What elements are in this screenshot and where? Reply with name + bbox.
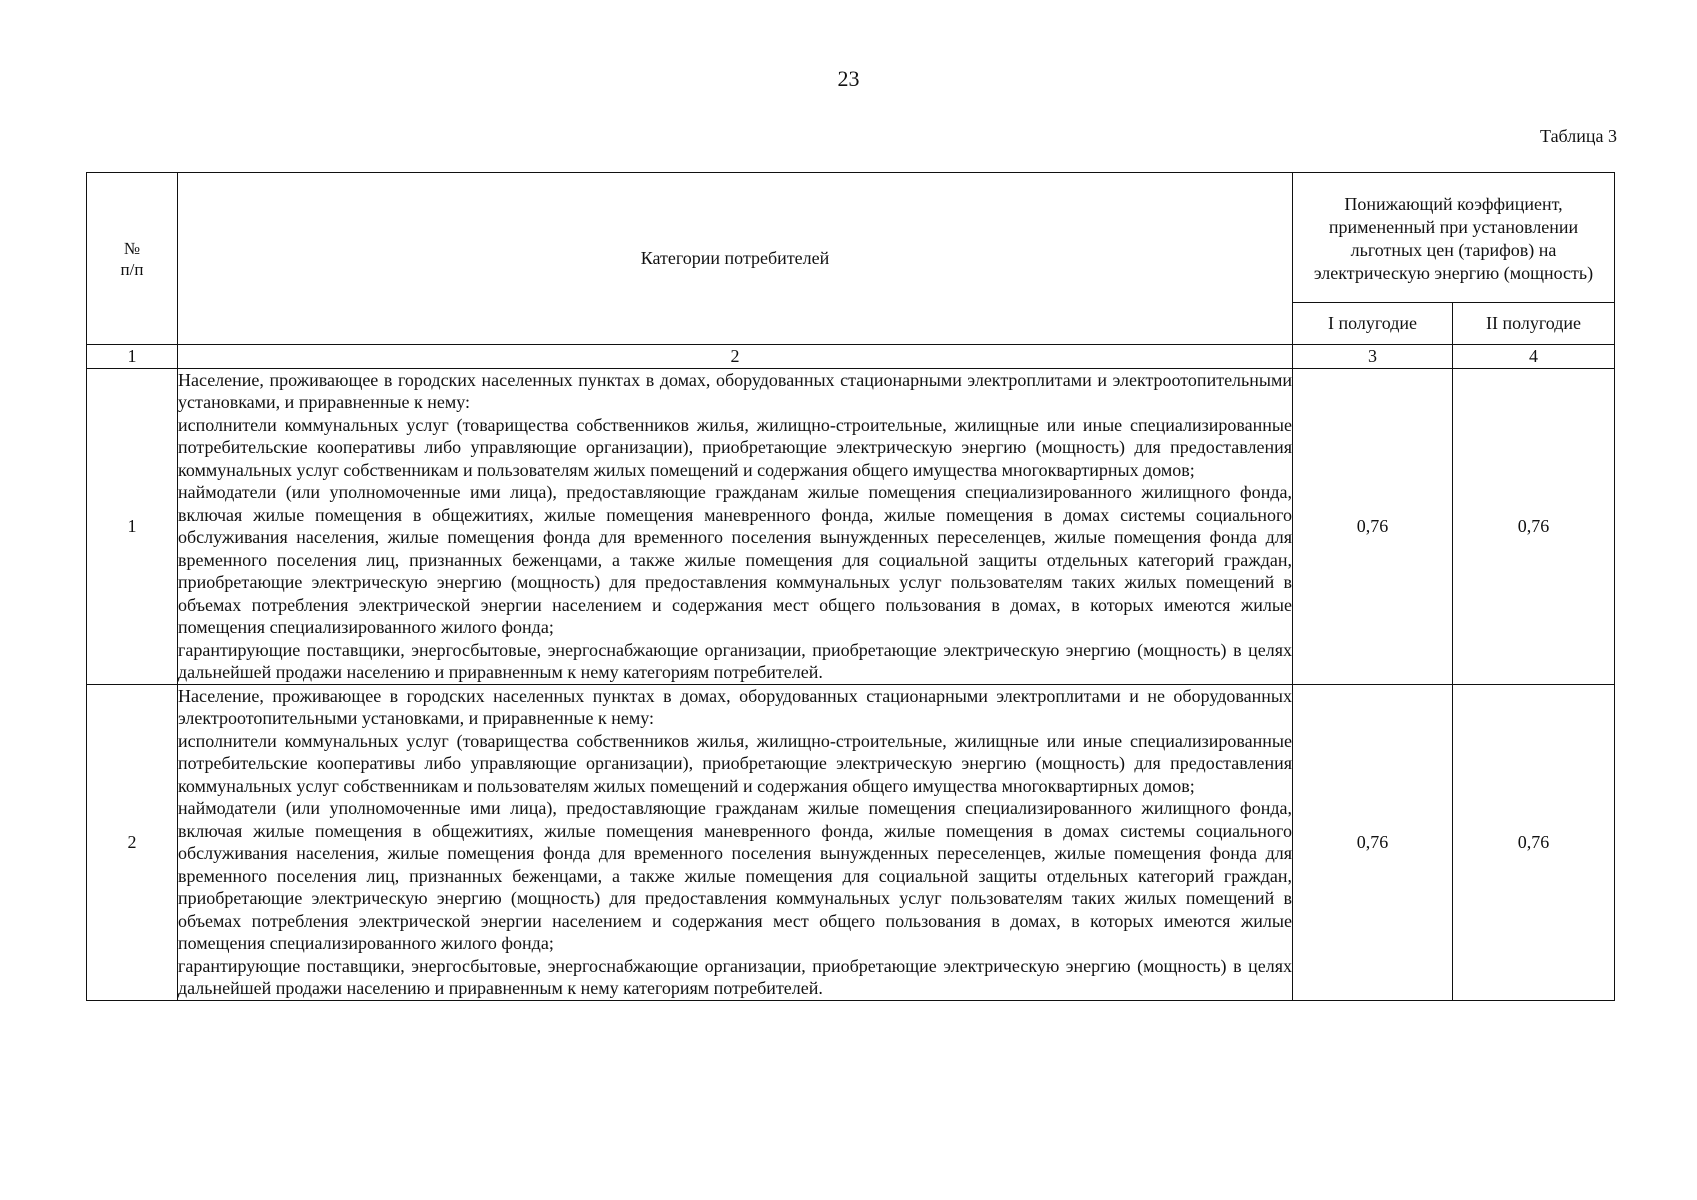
column-number-4: 4: [1453, 345, 1615, 369]
table-label: Таблица 3: [1540, 126, 1617, 146]
category-paragraph: исполнители коммунальных услуг (товарищества собственников жилья, жилищно-строительные, жилищные или иные специализированные потребительские кооперативы либо управляющие организации), приобретающие электрическую энергию (мощность) для предоставления коммунальных услуг собственникам и пользователям жилых помещений и содержания общего имущества многоквартирных домов;: [178, 730, 1292, 796]
header-category: Категории потребителей: [178, 173, 1293, 345]
header-coefficient: Понижающий коэффициент, примененный при установлении льготных цен (тарифов) на электрическую энергию (мощность): [1293, 173, 1615, 303]
column-number-3: 3: [1293, 345, 1453, 369]
category-paragraph: наймодатели (или уполномоченные ими лица), предоставляющие гражданам жилые помещения специализированного жилищного фонда, включая жилые помещения в общежитиях, жилые помещения маневренного фонда, жилые помещения в домах системы социального обслуживания населения, жилые помещения фонда для временного поселения вынужденных переселенцев, жилые помещения фонда для временного поселения лиц, признанных беженцами, а также жилые помещения для социальной защиты отдельных категорий граждан, приобретающие электрическую энергию (мощность) для предоставления коммунальных услуг пользователям таких жилых помещений в объемах потребления электрической энергии населением и содержания мест общего пользования в домах, в которых имеются жилые помещения специализированного жилого фонда;: [178, 798, 1292, 953]
column-number-1: 1: [87, 345, 178, 369]
coefficient-second-half: 0,76: [1453, 684, 1615, 1000]
category-paragraph: Население, проживающее в городских населенных пунктах в домах, оборудованных стационарными электроплитами и электроотопительными установками, и приравненные к нему:: [178, 369, 1292, 412]
header-first-half: I полугодие: [1293, 303, 1453, 345]
category-paragraph: наймодатели (или уполномоченные ими лица), предоставляющие гражданам жилые помещения специализированного жилищного фонда, включая жилые помещения в общежитиях, жилые помещения маневренного фонда, жилые помещения в домах системы социального обслуживания населения, жилые помещения фонда для временного поселения вынужденных переселенцев, жилые помещения фонда для временного поселения лиц, признанных беженцами, а также жилые помещения для социальной защиты отдельных категорий граждан, приобретающие электрическую энергию (мощность) для предоставления коммунальных услуг пользователям таких жилых помещений в объемах потребления электрической энергии населением и содержания мест общего пользования в домах, в которых имеются жилые помещения специализированного жилого фонда;: [178, 482, 1292, 637]
category-paragraph: исполнители коммунальных услуг (товарищества собственников жилья, жилищно-строительные, жилищные или иные специализированные потребительские кооперативы либо управляющие организации), приобретающие электрическую энергию (мощность) для предоставления коммунальных услуг собственникам и пользователям жилых помещений и содержания общего имущества многоквартирных домов;: [178, 414, 1292, 480]
coefficient-first-half: 0,76: [1293, 368, 1453, 684]
row-number: 2: [87, 684, 178, 1000]
header-number: № п/п: [87, 173, 178, 345]
category-paragraph: гарантирующие поставщики, энергосбытовые, энергоснабжающие организации, приобретающие электрическую энергию (мощность) в целях дальнейшей продажи населению и приравненным к нему категориям потребителей.: [178, 639, 1292, 682]
page-number: 23: [837, 66, 860, 91]
category-paragraph: Население, проживающее в городских населенных пунктах в домах, оборудованных стационарными электроплитами и не оборудованных электроотопительными установками, и приравненные к нему:: [178, 685, 1292, 728]
row-number: 1: [87, 368, 178, 684]
category-description: [178, 368, 1293, 684]
table-row: [87, 368, 1615, 684]
table-row: [87, 684, 1615, 1000]
category-paragraph: гарантирующие поставщики, энергосбытовые, энергоснабжающие организации, приобретающие электрическую энергию (мощность) в целях дальнейшей продажи населению и приравненным к нему категориям потребителей.: [178, 955, 1292, 998]
category-description: [178, 684, 1293, 1000]
coefficient-second-half: 0,76: [1453, 368, 1615, 684]
header-second-half: II полугодие: [1453, 303, 1615, 345]
coefficient-first-half: 0,76: [1293, 684, 1453, 1000]
tariff-coefficient-table: [86, 172, 1615, 1001]
column-number-2: 2: [178, 345, 1293, 369]
